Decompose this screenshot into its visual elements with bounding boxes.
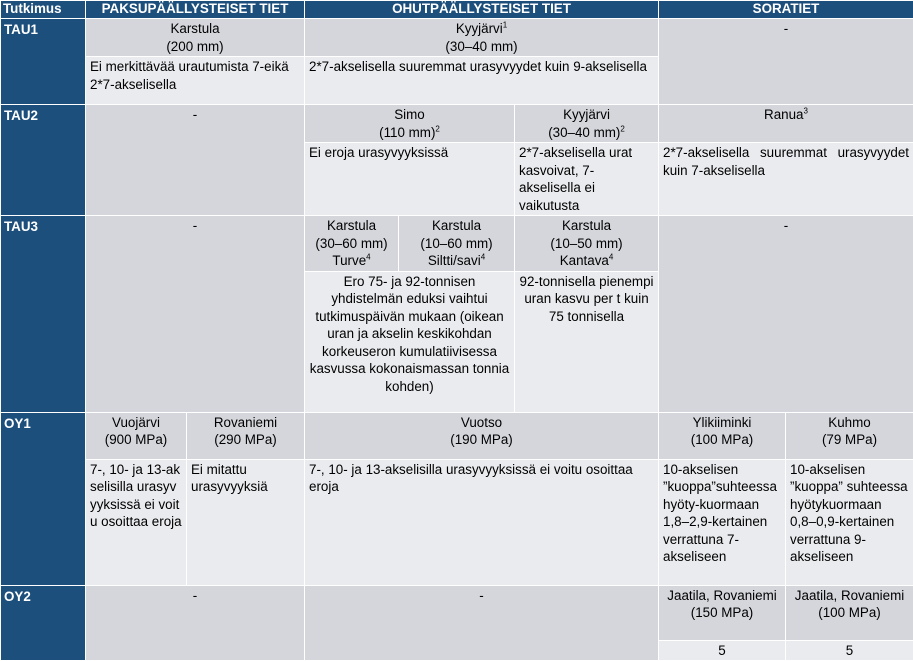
oy1-kuhmo-name: Kuhmo <box>828 414 871 430</box>
oy2-j1-mpa: (150 MPa) <box>690 605 754 620</box>
oy1-vuojarvi-name: Vuojärvi <box>112 414 160 430</box>
tau2-kyyjarvi-thickness: (30–40 mm) <box>548 124 621 140</box>
tau2-simo-name: Simo <box>394 107 425 122</box>
oy1-vuotso-mpa: (190 MPa) <box>450 432 513 447</box>
oy1-ylikiiminki-result: 10-akselisen ”kuoppa”suhteessa hyöty-kuormaan 1,8–2,9-kertainen verrattuna 7-akseliseen <box>659 459 786 585</box>
tau3-karstula-siltti <box>399 216 515 272</box>
tau3-k2-thickness: (10–60 mm) <box>420 235 493 251</box>
oy2-j2-name: Jaatila, Rovaniemi <box>794 587 905 603</box>
tau3-k3-thickness: (10–50 mm) <box>550 235 623 251</box>
oy1-vuojarvi-mpa: (900 MPa) <box>104 432 168 447</box>
row-label-tau2: TAU2 <box>1 105 86 216</box>
tau2-kyyjarvi-name: Kyyjärvi <box>563 107 610 122</box>
tau3-k2-footnote: 4 <box>480 252 486 262</box>
oy1-rovaniemi-mpa: (290 MPa) <box>214 432 277 447</box>
oy1-ylikiiminki-name: Ylikiiminki <box>692 414 752 430</box>
tau3-paksu: - <box>86 216 305 413</box>
tau1-kyyjarvi-thickness: (30–40 mm) <box>445 38 518 54</box>
tau3-k1-thickness: (30–60 mm) <box>315 235 388 251</box>
oy1-rovaniemi <box>187 412 305 459</box>
tau1-soratiet: - <box>659 19 913 105</box>
oy2-jaatila-100 <box>786 585 913 640</box>
oy2-j2-value: 5 <box>786 640 913 661</box>
tau1-kyyjarvi-name: Kyyjärvi <box>455 21 503 36</box>
oy1-ylikiiminki <box>659 412 786 459</box>
tau3-k1-name: Karstula <box>326 218 377 233</box>
oy1-rovaniemi-name: Rovaniemi <box>213 414 278 430</box>
oy1-rovaniemi-result: Ei mitattu urasyvyyksiä <box>187 459 305 585</box>
tau2-simo-footnote: 2 <box>435 124 440 134</box>
oy1-kuhmo-mpa: (79 MPa) <box>821 432 878 447</box>
tau2-ranua-result: 2*7-akselisella suuremmat urasyvyydet kuin 7-akselisella <box>659 143 913 216</box>
oy1-vuotso <box>305 412 659 459</box>
tau1-kyyjarvi-footnote: 1 <box>502 20 508 30</box>
oy2-paksu: - <box>86 585 305 661</box>
tau1-karstula-name: Karstula <box>170 21 220 36</box>
oy2-j1-name: Jaatila, Rovaniemi <box>667 587 777 603</box>
tau3-karstula-turve <box>305 216 399 272</box>
header-tutkimus: Tutkimus <box>1 1 86 19</box>
oy1-kuhmo-result: 10-akselisen ”kuoppa” suhteessa hyötykuormaan 0,8–0,9-kertainen verrattuna 9-akseliseen <box>786 459 913 585</box>
oy1-kuhmo <box>786 412 913 459</box>
tau2-ranua-name: Ranua <box>764 107 804 122</box>
row-label-tau1: TAU1 <box>1 19 86 105</box>
oy2-j2-mpa: (100 MPa) <box>818 605 881 620</box>
tau3-result-b: 92-tonnisella pienempi uran kasvu per t kuin 75 tonnisella <box>515 271 659 412</box>
tau3-soratiet: - <box>659 216 913 413</box>
oy2-j1-value: 5 <box>659 640 786 661</box>
tau3-k1-footnote: 4 <box>366 252 371 262</box>
oy1-vuotso-name: Vuotso <box>460 414 503 430</box>
oy1-vuojarvi-result: 7-, 10- ja 13-akselisilla urasyvyyksissä ei voitu osoittaa eroja <box>86 459 187 585</box>
tau3-k1-type: Turve <box>332 253 367 268</box>
header-ohutpaallysteiset: OHUTPÄÄLLYSTEISET TIET <box>305 1 659 19</box>
tau2-simo-result: Ei eroja urasyvyyksissä <box>305 143 515 216</box>
tau3-k2-type: Siltti/savi <box>427 253 481 268</box>
tau1-karstula-thickness: (200 mm) <box>166 38 224 54</box>
tau3-k3-footnote: 4 <box>608 252 614 262</box>
row-label-oy2: OY2 <box>1 585 86 661</box>
tau3-k2-name: Karstula <box>431 218 482 233</box>
row-label-tau3: TAU3 <box>1 216 86 413</box>
tau3-karstula-kantava <box>515 216 659 272</box>
tau2-simo-thickness: (110 mm) <box>379 124 436 140</box>
tau3-result-a: Ero 75- ja 92-tonnisen yhdistelmän eduksi vaihtui tutkimuspäivän mukaan (oikean uran ja akselin keskikohdan korkeuseron kumulatiivisessa kasvussa kokonaismassan tonnia kohden) <box>305 271 515 412</box>
header-paksupaallysteiset: PAKSUPÄÄLLYSTEISET TIET <box>86 1 305 19</box>
oy1-vuotso-result: 7-, 10- ja 13-akselisilla urasyvyyksissä ei voitu osoittaa eroja <box>305 459 659 585</box>
tau2-kyyjarvi <box>515 105 659 143</box>
tau2-kyyjarvi-result: 2*7-akselisella urat kasvoivat, 7-akselisella ei vaikutusta <box>515 143 659 216</box>
tau1-kyyjarvi <box>305 19 659 57</box>
header-soratiet: SORATIET <box>659 1 913 19</box>
tau1-karstula <box>86 19 305 57</box>
oy2-jaatila-150 <box>659 585 786 640</box>
row-label-oy1: OY1 <box>1 412 86 585</box>
oy1-vuojarvi <box>86 412 187 459</box>
tau3-k3-type: Kantava <box>559 253 609 268</box>
tau2-paksu: - <box>86 105 305 216</box>
tau2-simo <box>305 105 515 143</box>
oy1-ylikiiminki-mpa: (100 MPa) <box>690 432 754 447</box>
tau1-ohut-result: 2*7-akselisella suuremmat urasyvyydet kuin 9-akselisella <box>305 57 659 105</box>
tau2-ranua-footnote: 3 <box>803 106 808 116</box>
tau2-ranua <box>659 105 913 143</box>
oy2-ohut: - <box>305 585 659 661</box>
tau2-kyyjarvi-footnote: 2 <box>620 124 625 134</box>
tau1-paksu-result: Ei merkittävää urautumista 7-eikä 2*7-akselisella <box>86 57 305 105</box>
tau3-k3-name: Karstula <box>561 218 612 233</box>
